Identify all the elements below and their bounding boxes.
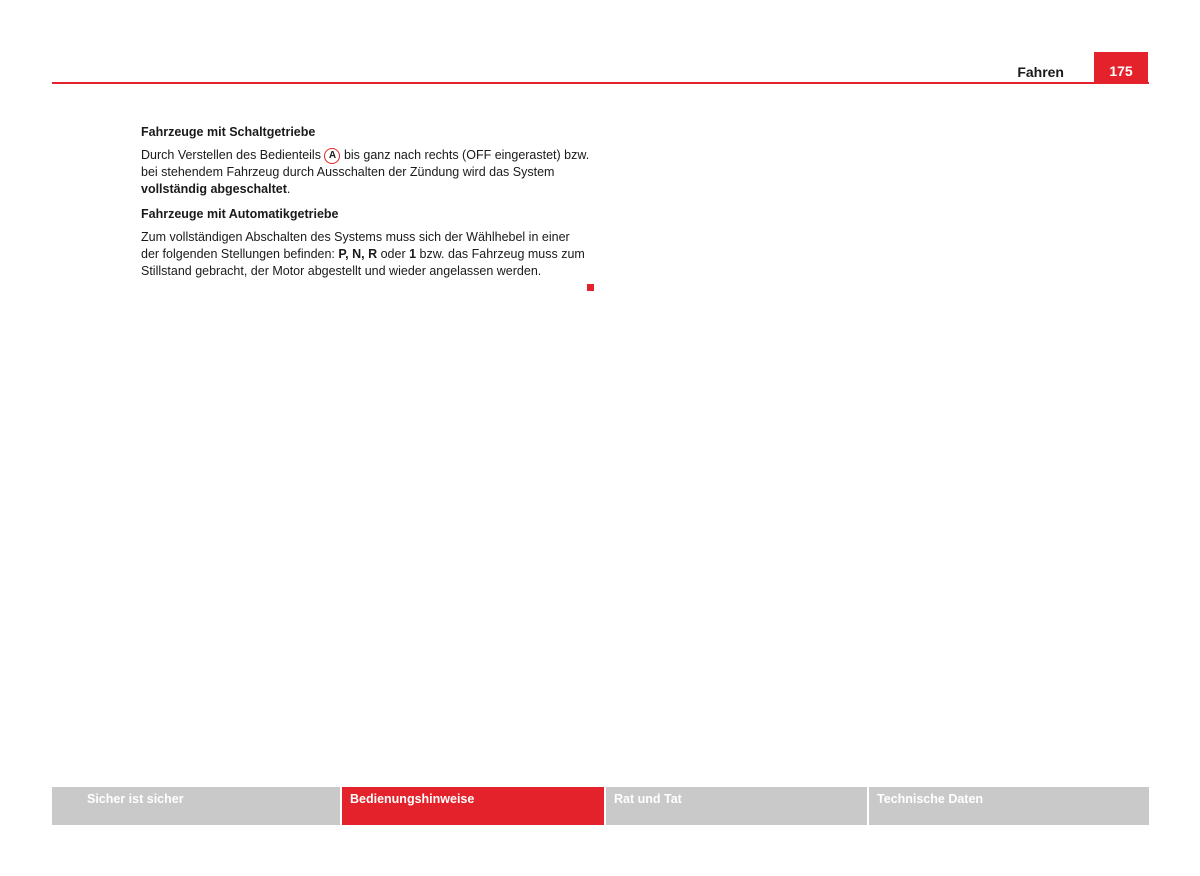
control-a-marker-icon: A	[324, 148, 340, 164]
heading-manual-transmission: Fahrzeuge mit Schaltgetriebe	[141, 125, 316, 139]
header-rule	[52, 82, 1149, 84]
heading-automatic-transmission: Fahrzeuge mit Automatikgetriebe	[141, 207, 339, 221]
footer-tab-technische-daten[interactable]	[869, 787, 1149, 825]
gear-position-p: P	[338, 247, 346, 261]
paragraph-manual-transmission	[141, 147, 591, 198]
section-end-marker-icon	[587, 284, 594, 291]
paragraph-text: bzw. das Fahrzeug muss zum Stillstand gebracht, der Motor abgestellt und wieder angelassen werden.	[141, 247, 585, 278]
footer-tab-sicher-ist-sicher[interactable]	[52, 787, 340, 825]
paragraph-text: Durch Verstellen des Bedienteils	[141, 148, 321, 162]
gear-position-r: R	[368, 247, 378, 261]
footer-tab-label: Bedienungshinweise	[350, 792, 475, 806]
page-content	[141, 124, 591, 288]
emphasis-text: vollständig abgeschaltet	[141, 182, 287, 196]
footer-tab-rat-und-tat[interactable]	[606, 787, 867, 825]
separator: ,	[361, 247, 369, 261]
gear-position-1: 1	[409, 247, 417, 261]
footer-tab-label: Technische Daten	[877, 792, 984, 806]
paragraph-text: Zum vollständigen Abschalten des Systems muss sich der Wählhebel in einer der folgenden Stellungen befinden:	[141, 230, 570, 261]
paragraph-text: oder	[377, 247, 410, 261]
footer-tab-label: Rat und Tat	[614, 792, 682, 806]
paragraph-text: .	[286, 182, 291, 196]
paragraph-automatic-transmission	[141, 229, 591, 280]
page-number: 175	[1094, 52, 1148, 84]
footer-tab-label: Sicher ist sicher	[87, 792, 184, 806]
paragraph-text: bis ganz nach rechts (OFF eingerastet) bzw. bei stehendem Fahrzeug durch Ausschalten der Zündung wird das System	[141, 148, 590, 179]
separator: ,	[345, 247, 353, 261]
footer-tab-bedienungshinweise[interactable]	[342, 787, 604, 825]
section-title: Fahren	[1017, 64, 1064, 80]
gear-position-n: N	[352, 247, 362, 261]
